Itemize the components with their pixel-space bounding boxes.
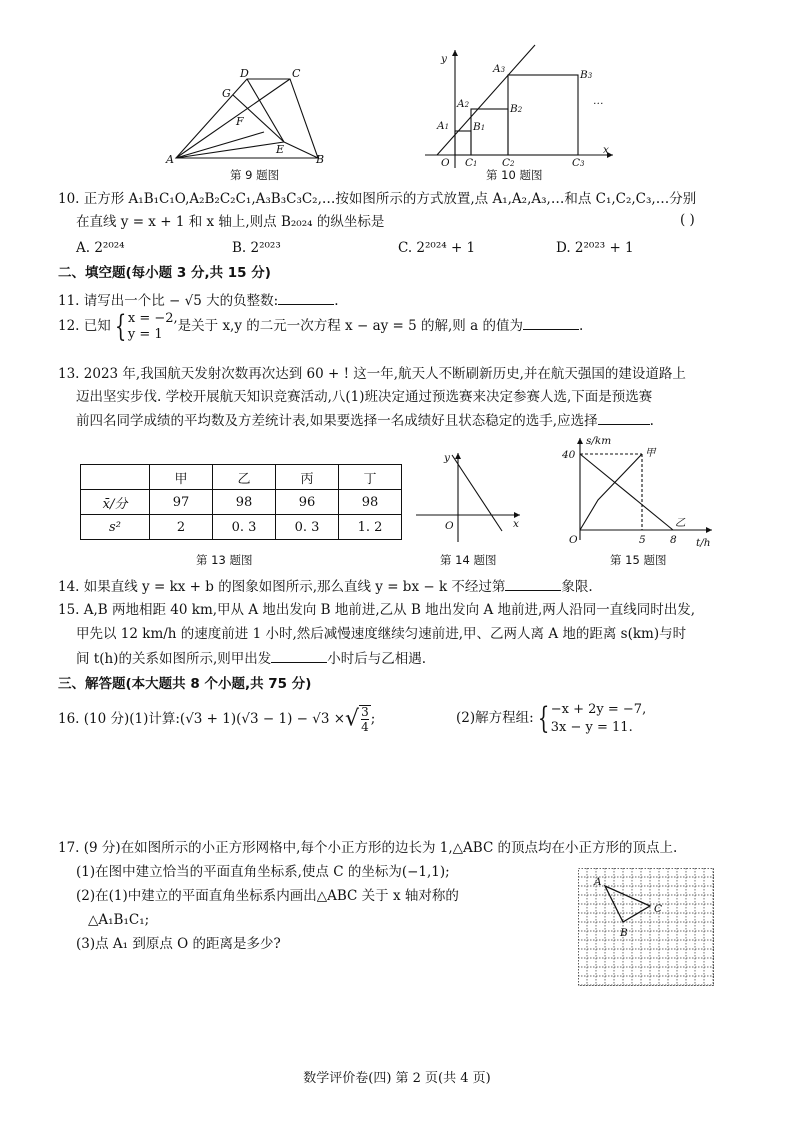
fig17-label-a: A — [594, 876, 602, 888]
q16-part1: 16. (10 分)(1)计算:(√3 + $1)(√3 - 1) - √3 \times√\frac{3}{4}$; — [58, 705, 376, 734]
figure-14 — [412, 447, 532, 547]
table-row: x̄/分 97 98 96 98 — [81, 490, 402, 515]
fig15-yi-line — [580, 454, 673, 530]
fig15-tick-8: 8 — [670, 534, 677, 546]
fig10-label-c1: C1 — [465, 157, 478, 169]
q13-line3: 前四名同学成绩的平均数及方差统计表,如果要选择一名成绩好且状态稳定的选手,应选择 . — [76, 410, 654, 431]
q17-line4: △A₁B₁C₁; — [88, 912, 150, 928]
q14: 14. 如果直线 y = kx + b 的图象如图所示,那么直线 y = bx − k 不经过第 象限. — [58, 576, 593, 597]
q11-answer-blank[interactable] — [278, 290, 334, 305]
fig14-axis-x: x — [513, 518, 519, 530]
fig10-label-b3: B3 — [580, 69, 593, 81]
q17-line5: (3)点 A₁ 到原点 O 的距离是多少? — [76, 936, 281, 952]
fig15-tick-5: 5 — [639, 534, 646, 546]
fig15-axis-t: t/h — [696, 537, 711, 549]
fig9-label-f: F — [236, 115, 244, 128]
fig10-label-a2: A2 — [457, 98, 470, 110]
section-2-heading: 二、填空题(每小题 3 分,共 15 分) — [58, 265, 271, 281]
fig14-origin: O — [445, 520, 454, 532]
table-row: 甲 乙 丙 丁 — [81, 465, 402, 490]
fig15-caption: 第 15 题图 — [610, 553, 667, 567]
q13-line2: 迈出坚实步伐. 学校开展航天知识竞赛活动,八(1)班决定通过预选赛来决定参赛人选,下面是预选赛 — [76, 389, 653, 405]
fig10-label-b2: B2 — [510, 103, 523, 115]
fig10-axis-x: x — [603, 144, 609, 156]
fig10-axis-y: y — [441, 53, 447, 65]
fig17-label-c: C — [654, 903, 663, 915]
fig15-tick-40: 40 — [562, 449, 576, 461]
section-3-heading: 三、解答题(本大题共 8 个小题,共 75 分) — [58, 676, 312, 692]
q10-answer-paren: ( ) — [680, 212, 695, 228]
fig15-origin: O — [569, 534, 578, 546]
q13-stats-table — [80, 464, 402, 540]
q10-option-b: B. 2²⁰²³ — [232, 240, 281, 256]
figure-9 — [160, 65, 335, 170]
q13-answer-blank[interactable] — [598, 410, 650, 425]
fig10-label-c2: C2 — [502, 157, 515, 169]
fig14-caption: 第 14 题图 — [440, 553, 497, 567]
fig15-jia-line — [580, 454, 642, 530]
table-row: s² 2 0. 3 0. 3 1. 2 — [81, 515, 402, 540]
q13-line1: 13. 2023 年,我国航天发射次数再次达到 60 + ! 这一年,航天人不断刷新历史,并在航天强国的建设道路上 — [58, 366, 686, 382]
q12: 12. 已知 { x = −2, y = 1 是关于 x,y 的二元一次方程 x − ay = 5 的解,则 a 的值为 . — [58, 308, 584, 344]
q16-part2: (2)解方程组: { −x + 2y = −7, 3x − y = 11. — [456, 700, 647, 736]
fig10-label-a3: A3 — [493, 63, 506, 75]
fig15-label-yi: 乙 — [675, 517, 686, 529]
figure-10 — [425, 40, 625, 170]
fig9-label-e: E — [276, 143, 285, 156]
fig9-label-d: D — [240, 67, 249, 80]
fig9-label-c: C — [292, 67, 301, 80]
fig10-ellipsis: … — [593, 95, 604, 107]
fig9-label-b: B — [316, 153, 325, 166]
q17-line1: 17. (9 分)在如图所示的小正方形网格中,每个小正方形的边长为 1,△ABC 的顶点均在小正方形的顶点上. — [58, 840, 678, 856]
figure-15 — [562, 432, 722, 550]
q11: 11. 请写出一个比 − √5 大的负整数: . — [58, 290, 338, 311]
q15-line3: 间 t(h)的关系如图所示,则甲出发 小时后与乙相遇. — [76, 648, 426, 669]
page-footer: 数学评价卷(四) 第 2 页(共 4 页) — [303, 1071, 491, 1086]
fig10-label-b1: B1 — [473, 121, 486, 133]
q14-answer-blank[interactable] — [505, 576, 561, 591]
fig9-quadrilateral — [176, 79, 318, 158]
fig14-axis-y: y — [444, 452, 450, 464]
fig13-caption: 第 13 题图 — [196, 553, 253, 567]
q10-option-d: D. 2²⁰²³ + 1 — [556, 240, 634, 256]
q15-line2: 甲先以 12 km/h 的速度前进 1 小时,然后减慢速度继续匀速前进,甲、乙两人离 A 地的距离 s(km)与时 — [76, 626, 687, 642]
fig9-label-a: A — [166, 153, 174, 166]
fig15-label-jia: 甲 — [645, 447, 656, 459]
fig15-axis-s: s/km — [586, 435, 612, 447]
fig10-label-a1: A1 — [437, 120, 450, 132]
q17-line2: (1)在图中建立恰当的平面直角坐标系,使点 C 的坐标为(−1,1); — [76, 864, 450, 880]
q17-line3: (2)在(1)中建立的平面直角坐标系内画出△ABC 关于 x 轴对称的 — [76, 888, 459, 904]
q10-option-a: A. 2²⁰²⁴ — [76, 240, 125, 256]
q12-answer-blank[interactable] — [523, 315, 579, 330]
fig10-label-c3: C3 — [572, 157, 585, 169]
figure-17-grid — [578, 868, 714, 986]
fig9-caption: 第 9 题图 — [230, 168, 280, 182]
q10-option-c: C. 2²⁰²⁴ + 1 — [398, 240, 476, 256]
fig17-label-b: B — [620, 927, 628, 939]
fig9-label-g: G — [222, 87, 231, 100]
fig10-origin: O — [441, 157, 450, 169]
q10-line2: 在直线 y = x + 1 和 x 轴上,则点 B₂₀₂₄ 的纵坐标是 — [76, 214, 385, 230]
q10-line1: 10. 正方形 A₁B₁C₁O,A₂B₂C₂C₁,A₃B₃C₃C₂,…按如图所示的方式放置,点 A₁,A₂,A₃,…和点 C₁,C₂,C₃,…分别 — [58, 191, 697, 207]
fig10-caption: 第 10 题图 — [486, 168, 543, 182]
q15-line1: 15. A,B 两地相距 40 km,甲从 A 地出发向 B 地前进,乙从 B 地出发向 A 地前进,两人沿同一直线同时出发, — [58, 602, 696, 618]
q15-answer-blank[interactable] — [271, 648, 327, 663]
